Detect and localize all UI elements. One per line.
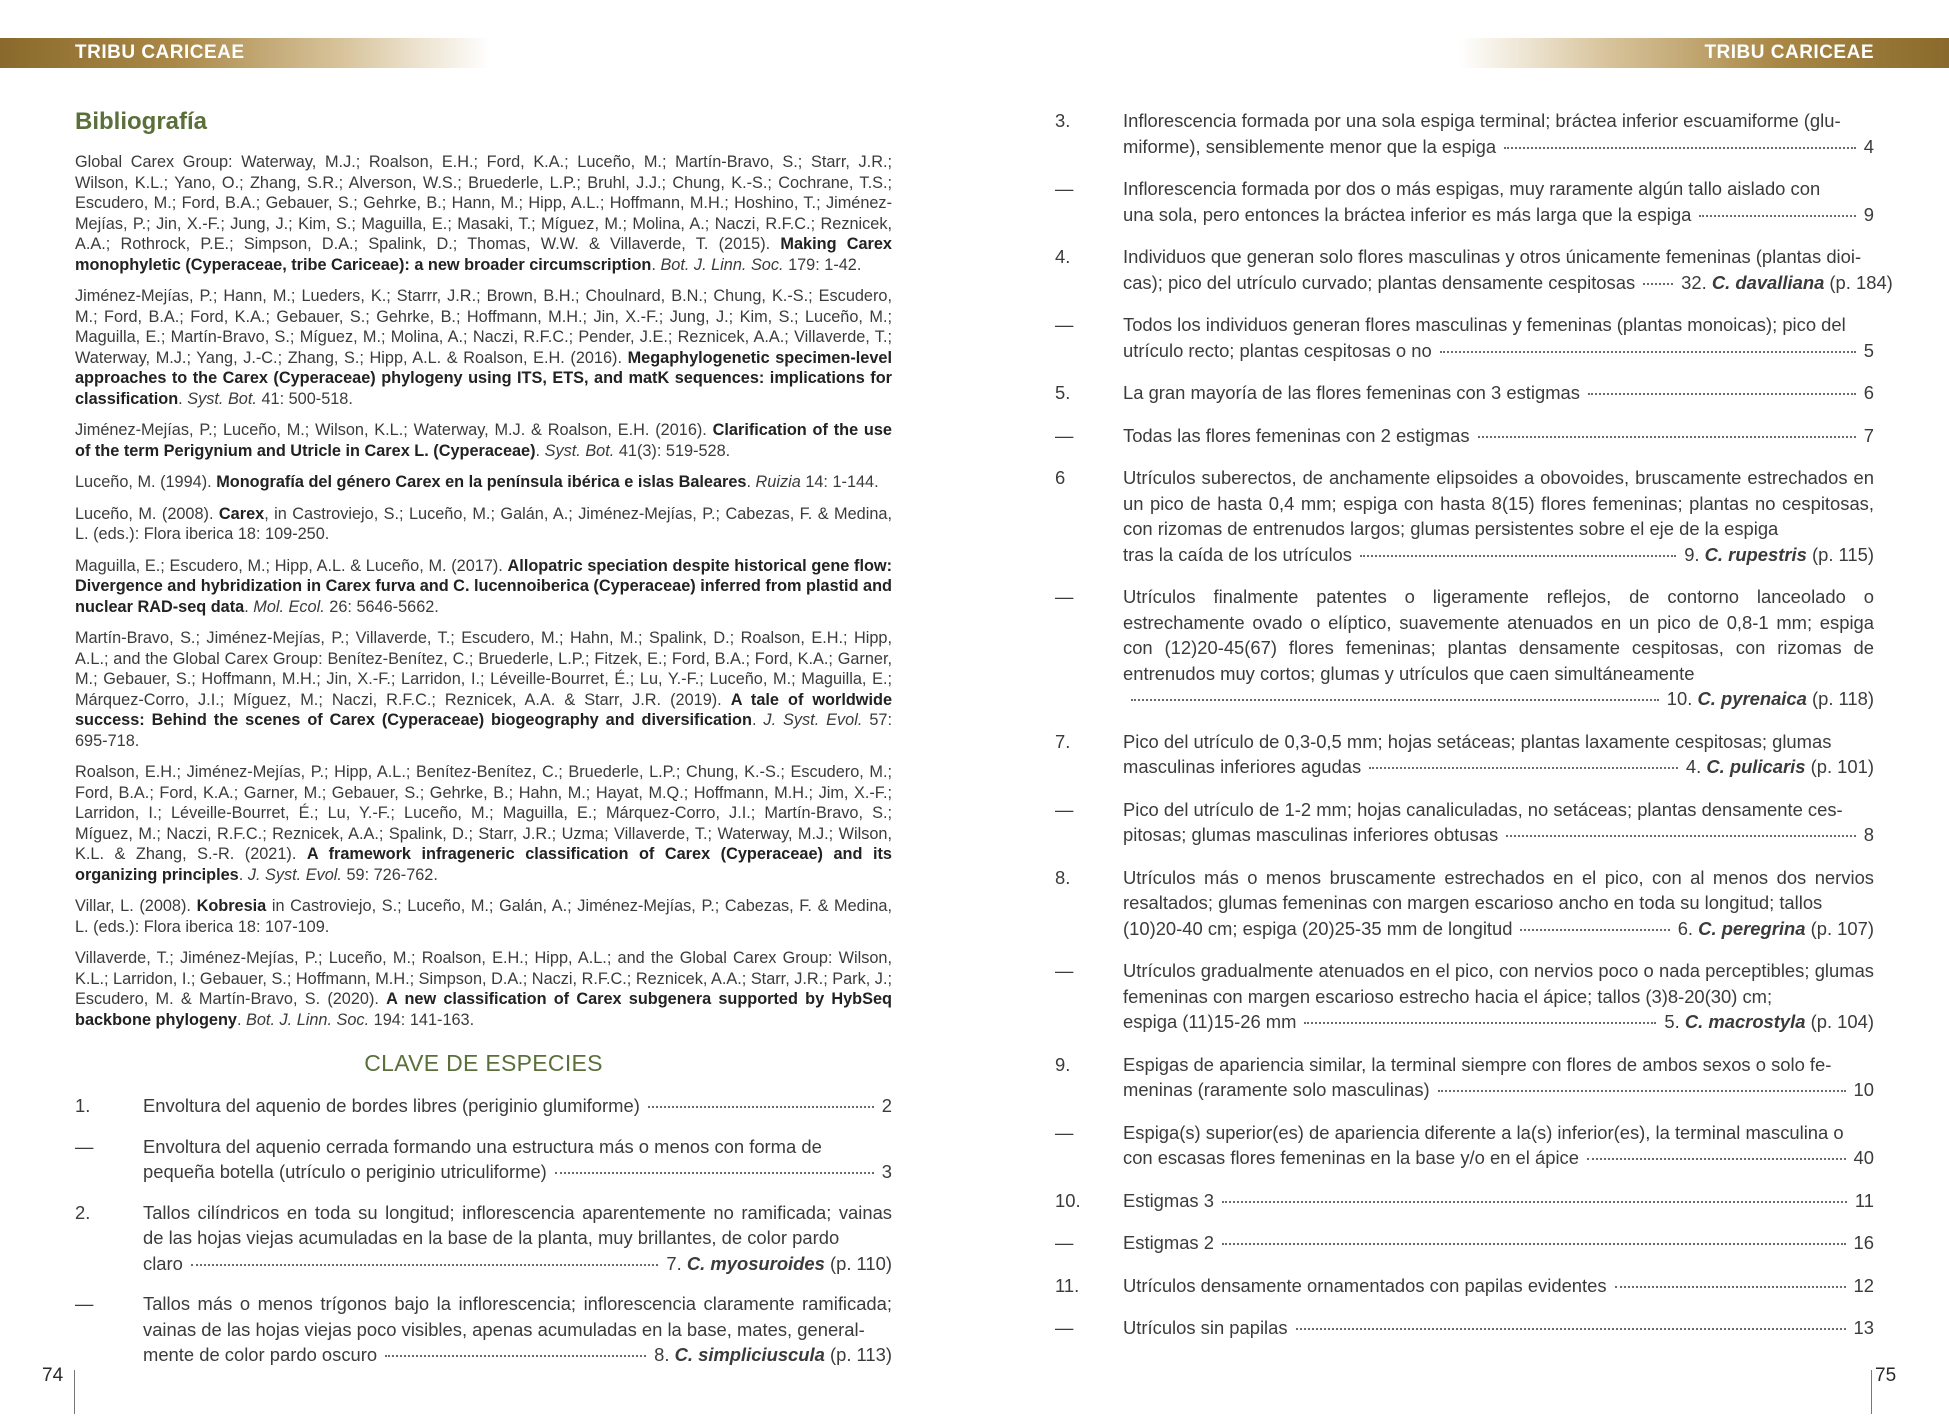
key-target-number: 5 — [1863, 339, 1874, 361]
key-target-number: 4. — [1685, 756, 1702, 777]
key-number: 10. — [1055, 1189, 1081, 1211]
key-text — [1123, 423, 1874, 449]
key-target-number: 5. — [1664, 1011, 1680, 1032]
key-body: Utrículos suberectos, de anchamente elipsoides a obovoides, bruscamente estrechados en un pico de hasta 0,4 mm; espiga con hasta 8(15) flores femeninas; plantas no cespitosas, con rizomas de entrenudos largos; glumas persistentes sobre el eje de la espiga — [1123, 467, 1874, 539]
key-number: — — [75, 1293, 94, 1314]
key-number: — — [1055, 314, 1074, 335]
key-number: — — [1055, 1121, 1074, 1143]
key-target — [1686, 754, 1874, 780]
key-last-line: Utrículos sin papilas — [1123, 1317, 1288, 1338]
key-leader-line — [1123, 338, 1874, 364]
key-target-number: 6 — [1863, 382, 1874, 403]
key-target-number: 7. — [666, 1252, 682, 1274]
key-text — [1123, 312, 1874, 363]
key-target-number: 4 — [1863, 135, 1874, 157]
key-body: Tallos cilíndricos en toda su longitud; inflorescencia aparentemente no ramificada; vainas de las hojas viejas acumuladas en la base de la planta, muy brillantes, de color pardo — [143, 1201, 892, 1248]
key-leader-line — [1123, 686, 1874, 712]
key-target — [1854, 1230, 1874, 1256]
key-number: 2. — [75, 1201, 91, 1223]
key-text — [1123, 584, 1874, 712]
running-header-right-title: TRIBU CARICEAE — [1704, 42, 1874, 63]
key-dot-leader — [1643, 283, 1673, 285]
key-target-number: 9 — [1863, 203, 1874, 225]
key-species-page: (p. 101) — [1810, 756, 1874, 777]
key-target-number: 8. — [654, 1344, 670, 1365]
key-species-name: C. macrostyla — [1684, 1011, 1806, 1032]
entry-authors: Jiménez-Mejías, P.; Hann, M.; Lueders, K.; Starrr, J.R.; Brown, B.H.; Choulnard, B.N.; Chung, K.-S.; Escudero, M.; Ford, B.A.; Ford, K.A.; Gebauer, S.; Gehrke, B.; Hoffmann, M.H.; Jin, X.-F.; Jung, J.; Kim, S.; Luceño, M.; Maguilla, E.; Martín-Bravo, S.; Míguez, M.; Molina, A.; Naczi, R.F.C.; Pender, J.E.; Reznicek, A.A.; Villaverde, T.; Waterway, M.J.; Yang, J.-C.; Zhang, S.; Hipp, A.L. & Roalson, E.H. (2016). — [75, 287, 892, 367]
key-dot-leader — [1506, 835, 1856, 837]
key-number: 11. — [1055, 1274, 1080, 1296]
key-species-page: (p. 110) — [829, 1252, 892, 1274]
key-text — [1123, 1273, 1874, 1299]
key-last-line: una sola, pero entonces la bráctea inferior es más larga que la espiga — [1123, 203, 1692, 225]
key-dot-leader — [1296, 1328, 1846, 1330]
entry-title: A new classification of Carex subgenera supported by HybSeq backbone phylogeny — [75, 990, 892, 1029]
key-species-name: C. davalliana — [1711, 271, 1825, 293]
key-target-number: 3 — [881, 1161, 892, 1182]
key-target-number: 12 — [1853, 1274, 1874, 1296]
key-number: 7. — [1055, 730, 1071, 752]
key-target — [1854, 1077, 1874, 1103]
key-dot-leader — [1615, 1286, 1846, 1288]
entry-title: Clarification of the use of the term Perigynium and Utricle in Carex L. (Cyperaceae) — [75, 421, 892, 460]
key-couplet — [75, 1093, 892, 1119]
key-last-line: utrículo recto; plantas cespitosas o no — [1123, 339, 1432, 361]
key-target-number: 8 — [1863, 824, 1874, 845]
key-leader-line — [1123, 1009, 1874, 1035]
key-species-name: C. myosuroides — [686, 1252, 825, 1274]
key-target — [1681, 270, 1893, 296]
key-target-number: 40 — [1853, 1147, 1874, 1168]
key-target — [666, 1251, 892, 1277]
running-header-right — [1459, 38, 1949, 68]
key-dot-leader — [1520, 929, 1669, 931]
key-dot-leader — [1478, 436, 1856, 438]
key-target — [1664, 1009, 1874, 1035]
key-dot-leader — [1360, 555, 1676, 557]
key-number: — — [1055, 424, 1074, 446]
entry-title: A framework infrageneric classification of Carex (Cyperaceae) and its organizing principles — [75, 845, 892, 884]
key-target-number: 7 — [1863, 424, 1874, 446]
key-leader-line — [1123, 202, 1874, 228]
entry-volume-pages: , in Castroviejo, S.; Luceño, M.; Galán, A.; Jiménez-Mejías, P.; Cabezas, F. & Medina, L. (eds.): Flora iberica 18: 109-250. — [75, 504, 892, 543]
key-number: 8. — [1055, 866, 1071, 888]
key-leader-line — [1123, 1315, 1874, 1341]
page-number-rule-left — [74, 1370, 75, 1414]
key-dot-leader — [648, 1106, 874, 1108]
key-target — [1864, 380, 1874, 406]
key-dot-leader — [1222, 1201, 1847, 1203]
key-target-number: 13 — [1853, 1317, 1874, 1338]
key-leader-line — [1123, 423, 1874, 449]
key-couplet — [1055, 865, 1874, 942]
key-last-line: Utrículos densamente ornamentados con papilas evidentes — [1123, 1274, 1607, 1296]
key-species-page: (p. 115) — [1811, 543, 1874, 565]
entry-journal: Bot. J. Linn. Soc. — [660, 255, 784, 274]
key-dot-leader — [555, 1172, 874, 1174]
bibliography-heading: Bibliografía — [75, 108, 208, 135]
key-last-line: (10)20-40 cm; espiga (20)25-35 mm de longitud — [1123, 917, 1513, 939]
key-target — [1855, 1188, 1874, 1214]
key-target — [1667, 686, 1874, 712]
key-number: 9. — [1055, 1053, 1071, 1075]
key-body: Individuos que generan solo flores masculinas y otros únicamente femeninas (plantas dioi- — [1123, 246, 1862, 267]
entry-title: Kobresia — [196, 897, 267, 915]
key-last-line: claro — [143, 1252, 183, 1274]
key-couplet — [1055, 380, 1874, 406]
key-target — [1684, 542, 1874, 568]
running-header-left-title: TRIBU CARICEAE — [75, 42, 245, 63]
key-dot-leader — [1587, 1158, 1846, 1160]
key-number: — — [75, 1135, 94, 1157]
key-leader-line — [143, 1342, 892, 1368]
key-target — [1854, 1145, 1874, 1171]
key-target — [882, 1093, 892, 1119]
key-text — [1123, 729, 1874, 780]
key-couplet — [1055, 797, 1874, 848]
key-dot-leader — [1131, 699, 1659, 701]
key-species-name: C. pyrenaica — [1697, 688, 1807, 709]
entry-title: Carex — [218, 504, 265, 523]
key-last-line: Todas las flores femeninas con 2 estigmas — [1123, 424, 1470, 446]
bibliography-entry: Luceño, M. (1994). Monografía del género Carex en la península ibérica e islas Baleares. Ruizia 14: 1-144. — [75, 473, 879, 491]
key-text — [1123, 1230, 1874, 1256]
entry-journal: Syst. Bot. — [544, 441, 615, 460]
key-text — [1123, 1315, 1874, 1341]
key-dot-leader — [1588, 393, 1856, 395]
entry-volume-pages: in Castroviejo, S.; Luceño, M.; Galán, A.; Jiménez-Mejías, P.; Cabezas, F. & Medina, L. (eds.): Flora iberica 18: 107-109. — [75, 897, 892, 936]
bibliography-entry — [75, 504, 892, 545]
key-dot-leader — [1699, 215, 1855, 217]
key-last-line: Estigmas 3 — [1123, 1189, 1214, 1211]
key-couplet — [1055, 729, 1874, 780]
entry-authors: Martín-Bravo, S.; Jiménez-Mejías, P.; Villaverde, T.; Escudero, M.; Hahn, M.; Spalink, D.; Roalson, E.H.; Hipp, A.L.; and the Global Carex Group: Benítez-Benítez, C.; Bruederle, L.P.; Fitzek, E.; Ford, B.A.; Ford, K.A.; Garner, M.; Gebauer, S.; Hoffmann, M.H.; Jin, X.-F.; Larridon, I.; Léveille-Bourret, É.; Lu, Y.-F.; Luceño, M.; Maguilla, E.; Márquez-Corro, J.I.; Míguez, M.; Naczi, R.F.C.; Reznicek, A.A. & Starr, J.R. (2019). — [75, 629, 892, 709]
entry-journal: Bot. J. Linn. Soc. — [246, 1010, 370, 1029]
key-last-line: pitosas; glumas masculinas inferiores obtusas — [1123, 824, 1499, 845]
bibliography-entry: Roalson, E.H.; Jiménez-Mejías, P.; Hipp, A.L.; Benítez-Benítez, C.; Bruederle, L.P.; Chung, K.-S.; Escudero, M.; Ford, B.A.; Ford, K.A.; Garner, M.; Gebauer, S.; Gehrke, B.; Hahn, M.; Hayat, M.Q.; Hoffmann, M.H.; Jim, X.-F.; Larridon, I.; Léveille-Bourret, É.; Lu, Y.-F.; Luceño, M.; Maguilla, E.; Márquez-Corro, J.I.; Martín-Bravo, S.; Míguez, M.; Naczi, R.F.C.; Reznicek, A.A.; Spalink, D.; Starr, J.R.; Uzma; Villaverde, T.; Waterway, M.J.; Wilson, K.L. & Zhang, S.-R. (2021). A framework infrageneric classification of Carex (Cyperaceae) and its organizing principles. J. Syst. Evol. 59: 726-762. — [75, 763, 892, 884]
entry-journal: J. Syst. Evol. — [247, 865, 342, 884]
key-last-line: Envoltura del aquenio de bordes libres (periginio glumiforme) — [143, 1095, 640, 1116]
key-leader-line — [1123, 1230, 1874, 1256]
key-number: — — [1055, 1232, 1074, 1253]
entry-authors: Villar, L. (2008). — [75, 897, 191, 915]
key-body: Tallos más o menos trígonos bajo la inflorescencia; inflorescencia claramente ramificada; vainas de las hojas viejas poco visibles, apenas acumuladas en la base, mates, general- — [143, 1293, 892, 1340]
entry-authors: Maguilla, E.; Escudero, M.; Hipp, A.L. & Luceño, M. (2017). — [75, 556, 503, 575]
key-body: Inflorescencia formada por una sola espiga terminal; bráctea inferior escuamiforme (glu- — [1123, 110, 1841, 131]
key-number: 1. — [75, 1095, 91, 1116]
entry-title: Making Carex monophyletic (Cyperaceae, tribe Cariceae): a new broader circumscription — [75, 235, 892, 274]
key-couplet — [1055, 958, 1874, 1035]
key-leader-line — [1123, 1273, 1874, 1299]
key-target-number: 6. — [1677, 917, 1694, 939]
key-couplet — [1055, 1273, 1874, 1299]
key-body: Espiga(s) superior(es) de apariencia diferente a la(s) inferior(es), la terminal masculina o — [1123, 1121, 1844, 1143]
key-last-line: pequeña botella (utrículo o periginio utriculiforme) — [143, 1161, 547, 1182]
key-species-page: (p. 118) — [1811, 688, 1874, 709]
key-couplet — [1055, 423, 1874, 449]
entry-volume-pages: 179: 1-42. — [788, 255, 862, 274]
key-leader-line — [1123, 754, 1874, 780]
key-text — [1123, 380, 1874, 406]
key-last-line: Estigmas 2 — [1123, 1232, 1214, 1253]
key-leader-line — [1123, 916, 1874, 942]
key-number: 5. — [1055, 382, 1071, 403]
key-leader-line — [1123, 1077, 1874, 1103]
key-body: Utrículos más o menos bruscamente estrechados en el pico, con al menos dos nervios resaltados; glumas femeninas con margen escarioso ancho en toda su longitud; tallos — [1123, 866, 1874, 913]
key-species-page: (p. 184) — [1829, 271, 1893, 293]
key-leader-line — [143, 1159, 892, 1185]
bibliography-entry: Martín-Bravo, S.; Jiménez-Mejías, P.; Villaverde, T.; Escudero, M.; Hahn, M.; Spalink, D.; Roalson, E.H.; Hipp, A.L.; and the Global Carex Group: Benítez-Benítez, C.; Bruederle, L.P.; Fitzek, E.; Ford, B.A.; Ford, K.A.; Garner, M.; Gebauer, S.; Hoffmann, M.H.; Jin, X.-F.; Larridon, I.; Léveille-Bourret, É.; Lu, Y.-F.; Luceño, M.; Maguilla, E.; Márquez-Corro, J.I.; Míguez, M.; Naczi, R.F.C.; Reznicek, A.A. & Starr, J.R. (2019). A tale of worldwide success: Behind the scenes of Carex (Cyperaceae) biogeography and diversification. J. Syst. Evol. 57: 695-718. — [75, 629, 892, 750]
key-dot-leader — [191, 1264, 659, 1266]
key-target — [1864, 338, 1874, 364]
key-dot-leader — [1304, 1022, 1656, 1024]
key-couplet — [1055, 1120, 1874, 1171]
key-target — [654, 1342, 892, 1368]
key-text — [1123, 958, 1874, 1035]
entry-volume-pages: 41(3): 519-528. — [618, 441, 731, 460]
key-target — [1854, 1273, 1874, 1299]
key-target-number: 9. — [1684, 543, 1700, 565]
key-text — [1123, 108, 1874, 159]
key-couplet — [1055, 1230, 1874, 1256]
left-page-column — [75, 108, 892, 1383]
key-body: Todos los individuos generan flores masculinas y femeninas (plantas monoicas); pico del — [1123, 314, 1846, 335]
bibliography-entry: Jiménez-Mejías, P.; Luceño, M.; Wilson, K.L.; Waterway, M.J. & Roalson, E.H. (2016). Clarification of the use of the term Perigynium and Utricle in Carex L. (Cyperaceae). Syst. Bot. 41(3): 519-528. — [75, 421, 892, 460]
key-dot-leader — [1440, 351, 1856, 353]
key-couplet — [1055, 465, 1874, 567]
key-text — [143, 1200, 892, 1277]
bibliography-entry: Villaverde, T.; Jiménez-Mejías, P.; Luceño, M.; Roalson, E.H.; Hipp, A.L.; and the Global Carex Group: Wilson, K.L.; Larridon, I.; Gebauer, S.; Hoffmann, M.H.; Simpson, D.A.; Naczi, R.F.C.; Reznicek, A.A.; Starr, J.R.; Park, J.; Escudero, M. & Martín-Bravo, S. (2020). A new classification of Carex subgenera supported by HybSeq backbone phylogeny. Bot. J. Linn. Soc. 194: 141-163. — [75, 949, 892, 1029]
key-couplet — [1055, 1052, 1874, 1103]
key-dot-leader — [1438, 1090, 1846, 1092]
running-header-left — [0, 38, 490, 68]
key-dot-leader — [1504, 147, 1856, 149]
key-number: — — [1055, 178, 1074, 199]
entry-authors: Luceño, M. (1994). — [75, 473, 212, 491]
key-body: Envoltura del aquenio cerrada formando una estructura más o menos con forma de — [143, 1135, 822, 1157]
key-body: Pico del utrículo de 1-2 mm; hojas canaliculadas, no setáceas; plantas densamente ces- — [1123, 798, 1843, 820]
key-number: — — [1055, 960, 1074, 981]
key-leader-line — [1123, 542, 1874, 568]
bibliography-list — [75, 152, 892, 1030]
key-species-name: C. peregrina — [1698, 917, 1806, 939]
key-last-line: La gran mayoría de las flores femeninas con 3 estigmas — [1123, 382, 1580, 403]
bibliography-entry — [75, 896, 892, 937]
entry-volume-pages: 26: 5646-5662. — [329, 597, 439, 616]
key-text — [1123, 465, 1874, 567]
entry-volume-pages: 41: 500-518. — [261, 389, 353, 408]
key-couplet — [75, 1291, 892, 1368]
key-leader-line — [1123, 270, 1893, 296]
key-text — [143, 1291, 892, 1368]
key-species-page: (p. 107) — [1810, 917, 1874, 939]
key-couplet — [1055, 244, 1893, 295]
key-text — [1123, 865, 1874, 942]
key-last-line: miforme), sensiblemente menor que la espiga — [1123, 135, 1497, 157]
key-body: Inflorescencia formada por dos o más espigas, muy raramente algún tallo aislado con — [1123, 178, 1821, 199]
key-text — [1123, 1120, 1874, 1171]
bibliography-entry: Maguilla, E.; Escudero, M.; Hipp, A.L. & Luceño, M. (2017). Allopatric speciation despite historical gene flow: Divergence and hybridization in Carex furva and C. lucennoiberica (Cyperaceae) inferred from plastid and nuclear RAD-seq data. Mol. Ecol. 26: 5646-5662. — [75, 556, 892, 616]
key-text — [143, 1134, 892, 1185]
key-target-number: 2 — [881, 1095, 892, 1116]
key-target-number: 10. — [1666, 688, 1693, 709]
key-last-line: con escasas flores femeninas en la base y/o en el ápice — [1123, 1147, 1579, 1168]
entry-title: Allopatric speciation despite historical gene flow: Divergence and hybridization in Carex furva and C. lucennoiberica (Cyperaceae) inferred from plastid and nuclear RAD-seq data — [75, 556, 892, 616]
page-number-rule-right — [1871, 1370, 1872, 1414]
key-species-page: (p. 104) — [1810, 1011, 1874, 1032]
key-number: 3. — [1055, 110, 1071, 131]
page-number-right: 75 — [1875, 1365, 1897, 1386]
key-body: Utrículos finalmente patentes o ligeramente reflejos, de contorno lanceolado o estrechamente ovado o elíptico, suavemente atenuados en un pico de 0,8-1 mm; espiga con (12)20-45(67) flores femeninas; plantas densamente cespitosas, con rizomas de entrenudos muy cortos; glumas y utrículos que caen simultáneamente — [1123, 586, 1874, 684]
key-list-left — [75, 1093, 892, 1368]
key-couplet — [1055, 312, 1874, 363]
key-leader-line — [1123, 1145, 1874, 1171]
key-last-line: cas); pico del utrículo curvado; plantas densamente cespitosas — [1123, 271, 1636, 293]
entry-volume-pages: 14: 1-144. — [805, 473, 879, 491]
key-last-line: tras la caída de los utrículos — [1123, 543, 1352, 565]
key-text — [1123, 176, 1874, 227]
key-couplet — [75, 1134, 892, 1185]
entry-authors: Global Carex Group: Waterway, M.J.; Roalson, E.H.; Ford, K.A.; Luceño, M.; Martín-Bravo, S.; Starr, J.R.; Wilson, K.L.; Yano, O.; Zhang, S.R.; Alverson, W.S.; Bruederle, L.P.; Bruhl, J.J.; Chung, K.-S.; Cochrane, T.S.; Escudero, M.; Ford, B.A.; Gebauer, S.; Gehrke, B.; Hann, M.; Hipp, A.L.; Hoffmann, M.H.; Hoshino, T.; Jiménez-Mejías, P.; Jin, X.-F.; Jung, J.; Kim, S.; Maguilla, E.; Masaki, T.; Míguez, M.; Molina, A.; Naczi, R.F.C.; Reznicek, A.A.; Rothrock, P.E.; Simpson, D.A.; Spalink, D.; Thomas, W.W. & Villaverde, T. (2015). — [75, 153, 892, 253]
key-target-number: 10 — [1853, 1079, 1874, 1100]
key-couplet — [1055, 1188, 1874, 1214]
key-species-name: C. simpliciuscula — [674, 1344, 825, 1365]
key-leader-line — [1123, 1188, 1874, 1214]
entry-journal: J. Syst. Evol. — [763, 711, 863, 729]
key-species-page: (p. 113) — [829, 1344, 892, 1365]
entry-authors: Luceño, M. (2008). — [75, 504, 214, 523]
key-text — [1123, 797, 1874, 848]
key-couplet — [75, 1200, 892, 1277]
entry-journal: Ruizia — [755, 473, 801, 491]
key-text — [1123, 1052, 1874, 1103]
key-last-line: meninas (raramente solo masculinas) — [1123, 1079, 1430, 1100]
key-leader-line — [1123, 134, 1874, 160]
entry-journal: Mol. Ecol. — [253, 597, 325, 616]
key-target — [1864, 134, 1874, 160]
bibliography-entry: Jiménez-Mejías, P.; Hann, M.; Lueders, K.; Starrr, J.R.; Brown, B.H.; Choulnard, B.N.; Chung, K.-S.; Escudero, M.; Ford, B.A.; Ford, K.A.; Gebauer, S.; Gehrke, B.; Hoffmann, M.H.; Jin, X.-F.; Jung, J.; Kim, S.; Luceño, M.; Maguilla, E.; Martín-Bravo, S.; Míguez, M.; Molina, A.; Naczi, R.F.C.; Pender, J.E.; Reznicek, A.A.; Villaverde, T.; Waterway, M.J.; Yang, J.-C.; Zhang, S.; Hipp, A.L. & Roalson, E.H. (2016). Megaphylogenetic specimen-level approaches to the Carex (Cyperaceae) phylogeny using ITS, ETS, and matK sequences: implications for classification. Syst. Bot. 41: 500-518. — [75, 287, 892, 408]
key-last-line: masculinas inferiores agudas — [1123, 756, 1362, 777]
entry-authors: Roalson, E.H.; Jiménez-Mejías, P.; Hipp, A.L.; Benítez-Benítez, C.; Bruederle, L.P.; Chung, K.-S.; Escudero, M.; Ford, B.A.; Ford, K.A.; Garner, M.; Gebauer, S.; Gehrke, B.; Hahn, M.; Hayat, M.Q.; Hoffmann, M.H.; Jim, X.-F.; Larridon, I.; Léveille-Bourret, É.; Lu, Y.-F.; Luceño, M.; Maguilla, E.; Márquez-Corro, J.I.; Martín-Bravo, S.; Míguez, M.; Naczi, R.F.C.; Reznicek, A.A.; Spalink, D.; Starr, J.R.; Uzma; Villaverde, T.; Waterway, M.J.; Wilson, K.L. & Zhang, S.-R. (2021). — [75, 763, 892, 863]
key-body: Utrículos gradualmente atenuados en el pico, con nervios poco o nada perceptibles; glumas femeninas con margen escarioso estrecho hacia el ápice; tallos (3)8-20(30) cm; — [1123, 960, 1874, 1007]
key-couplet — [1055, 584, 1874, 712]
key-text — [143, 1093, 892, 1119]
key-body: Espigas de apariencia similar, la terminal siempre con flores de ambos sexos o solo fe- — [1123, 1053, 1832, 1075]
key-species-name: C. rupestris — [1704, 543, 1807, 565]
entry-volume-pages: 194: 141-163. — [373, 1010, 475, 1029]
entry-title: Monografía del género Carex en la península ibérica e islas Baleares — [216, 473, 747, 491]
key-target-number: 32. — [1681, 271, 1707, 293]
key-couplet — [1055, 176, 1874, 227]
key-body: Pico del utrículo de 0,3-0,5 mm; hojas setáceas; plantas laxamente cespitosas; glumas — [1123, 730, 1832, 752]
key-target-number: 16 — [1853, 1232, 1874, 1253]
key-target — [1678, 916, 1874, 942]
key-leader-line — [143, 1251, 892, 1277]
entry-authors: Jiménez-Mejías, P.; Luceño, M.; Wilson, K.L.; Waterway, M.J. & Roalson, E.H. (2016). — [75, 421, 707, 439]
key-dot-leader — [1369, 767, 1678, 769]
key-dot-leader — [385, 1355, 646, 1357]
entry-authors: Villaverde, T.; Jiménez-Mejías, P.; Luceño, M.; Roalson, E.H.; Hipp, A.L.; and the Global Carex Group: Wilson, K.L.; Larridon, I.; Gebauer, S.; Hoffmann, M.H.; Simpson, D.A.; Naczi, R.F.C.; Reznicek, A.A.; Starr, J.R.; Park, J.; Escudero, M. & Martín-Bravo, S. (2020). — [75, 949, 892, 1008]
key-leader-line — [1123, 380, 1874, 406]
entry-journal: Syst. Bot. — [187, 389, 257, 408]
key-target — [1864, 822, 1874, 848]
key-heading: CLAVE DE ESPECIES — [364, 1050, 603, 1076]
entry-title: Megaphylogenetic specimen-level approaches to the Carex (Cyperaceae) phylogeny using ITS, ETS, and matK sequences: implications for classification — [75, 348, 892, 408]
key-couplet — [1055, 108, 1874, 159]
key-leader-line — [143, 1093, 892, 1119]
key-text — [1123, 1188, 1874, 1214]
entry-title: A tale of worldwide success: Behind the scenes of Carex (Cyperaceae) biogeography and diversification — [75, 690, 892, 729]
entry-volume-pages: 57: 695-718. — [75, 711, 892, 750]
key-list-right — [1055, 108, 1893, 1341]
key-species-name: C. pulicaris — [1706, 756, 1806, 777]
key-target — [882, 1159, 892, 1185]
key-number: — — [1055, 586, 1074, 607]
key-target — [1864, 202, 1874, 228]
key-last-line: mente de color pardo oscuro — [143, 1344, 378, 1365]
page-number-left: 74 — [42, 1365, 64, 1386]
key-target — [1864, 423, 1874, 449]
key-text — [1123, 244, 1893, 295]
key-number: 4. — [1055, 246, 1071, 267]
key-number: — — [1055, 798, 1074, 820]
key-target-number: 11 — [1854, 1189, 1874, 1211]
key-target — [1854, 1315, 1874, 1341]
key-leader-line — [1123, 822, 1874, 848]
right-page-column — [1055, 108, 1893, 1358]
key-number: — — [1055, 1317, 1074, 1338]
bibliography-entry: Global Carex Group: Waterway, M.J.; Roalson, E.H.; Ford, K.A.; Luceño, M.; Martín-Bravo, S.; Starr, J.R.; Wilson, K.L.; Yano, O.; Zhang, S.R.; Alverson, W.S.; Bruederle, L.P.; Bruhl, J.J.; Chung, K.-S.; Cochrane, T.S.; Escudero, M.; Ford, B.A.; Gebauer, S.; Gehrke, B.; Hann, M.; Hipp, A.L.; Hoffmann, M.H.; Hoshino, T.; Jiménez-Mejías, P.; Jin, X.-F.; Jung, J.; Kim, S.; Maguilla, E.; Masaki, T.; Míguez, M.; Molina, A.; Naczi, R.F.C.; Reznicek, A.A.; Rothrock, P.E.; Simpson, D.A.; Spalink, D.; Thomas, W.W. & Villaverde, T. (2015). Making Carex monophyletic (Cyperaceae, tribe Cariceae): a new broader circumscription. Bot. J. Linn. Soc. 179: 1-42. — [75, 153, 892, 274]
key-dot-leader — [1222, 1243, 1846, 1245]
key-number: 6 — [1055, 467, 1066, 488]
entry-volume-pages: 59: 726-762. — [346, 865, 438, 884]
key-couplet — [1055, 1315, 1874, 1341]
key-last-line: espiga (11)15-26 mm — [1123, 1011, 1297, 1032]
